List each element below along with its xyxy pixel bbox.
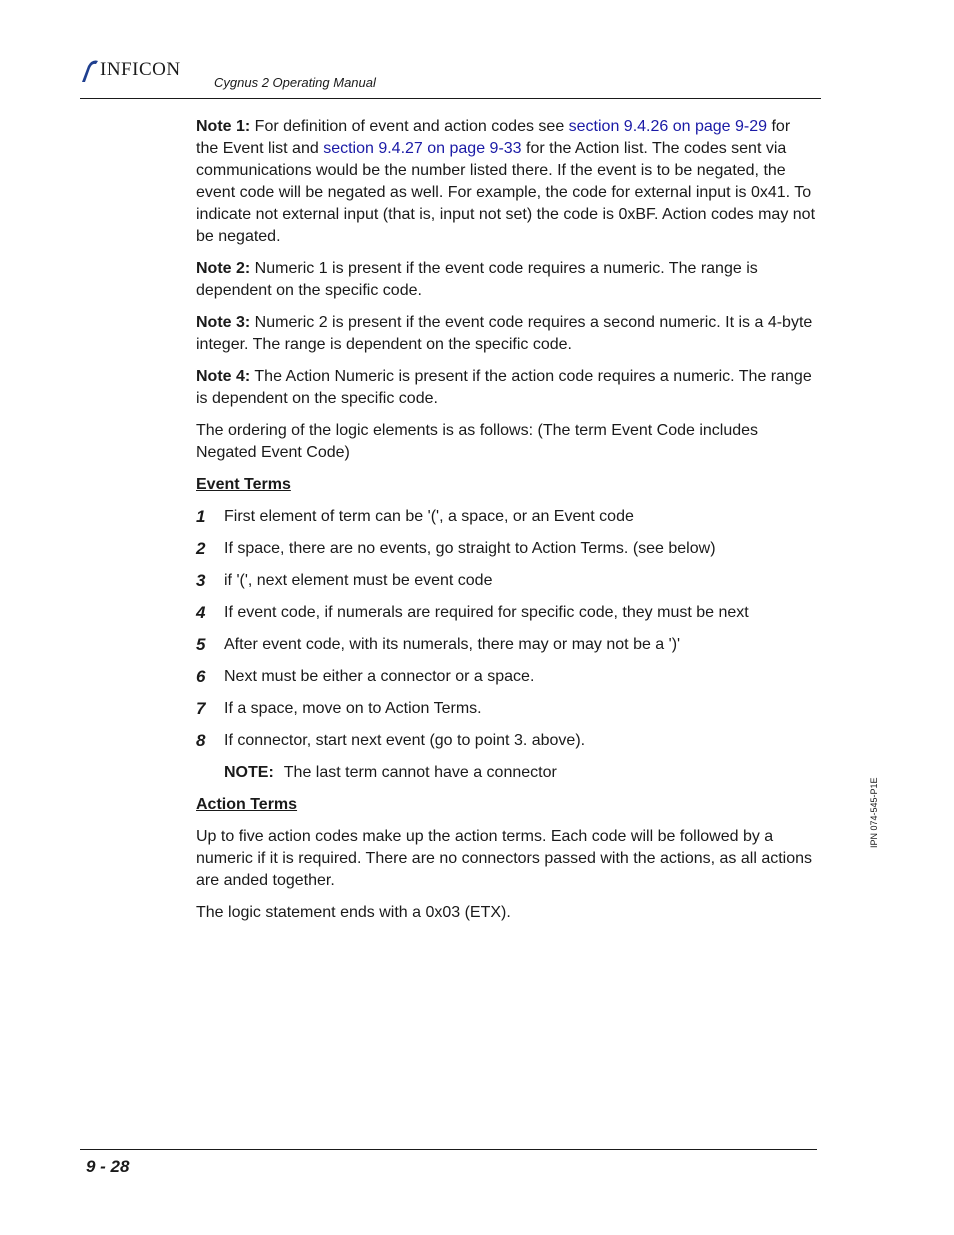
note-1 [196,116,816,248]
brand-name: INFICON [100,59,181,80]
inficon-logo-mark-icon [80,58,100,84]
note-3 [196,312,816,356]
step-item [196,666,816,688]
footer-divider [80,1149,817,1150]
note-text: Numeric 2 is present if the event code requires a second numeric. It is a 4-byte integer. The range is dependent on the specific code. [196,314,813,353]
step-text: If connector, start next event (go to point 3. above). [224,732,586,749]
step-text: if '(', next element must be event code [224,572,493,589]
note-label: Note 4: [196,368,251,385]
note-text: The Action Numeric is present if the action code requires a numeric. The range is dependent on the specific code. [196,368,812,407]
note-label: Note 1: [196,118,251,135]
step-item [196,730,816,752]
step-item [196,602,816,624]
step-number: 1 [196,507,206,526]
note-text: The last term cannot have a connector [283,764,557,781]
page-number: 9 - 28 [86,1157,130,1176]
step-number: 4 [196,603,206,622]
step-item [196,506,816,528]
ordering-intro: The ordering of the logic elements is as follows: (The term Event Code includes Negated Event Code) [196,422,759,461]
manual-title: Cygnus 2 Operating Manual [214,75,376,90]
note-4 [196,366,816,410]
note-2 [196,258,816,302]
event-terms-note [224,762,816,784]
step-text: After event code, with its numerals, there may or may not be a ')' [224,636,681,653]
action-terms-body: Up to five action codes make up the action terms. Each code will be followed by a numeric if it is required. There are no connectors passed with the actions, as all actions are anded together. [196,828,813,889]
action-terms-heading: Action Terms [196,796,298,813]
page-header [0,0,954,100]
note-text: for the Action list. The codes sent via communications would be the number listed there. If the event is to be negated, the event code will be negated as well. For example, the code for external input is 0x41. To indicate not external input (that is, input not set) the code is 0xBF. Action codes may not be negated. [196,140,816,245]
step-number: 5 [196,635,206,654]
note-text: Numeric 1 is present if the event code requires a numeric. The range is dependent on the specific code. [196,260,758,299]
step-text: If event code, if numerals are required for specific code, they must be next [224,604,749,621]
step-text: If space, there are no events, go straight to Action Terms. (see below) [224,540,716,557]
step-number: 3 [196,571,206,590]
header-divider [80,98,821,99]
note-text: For definition of event and action codes see [250,118,569,135]
event-terms-heading: Event Terms [196,476,291,493]
logic-statement-end: The logic statement ends with a 0x03 (ETX). [196,904,511,921]
step-item [196,698,816,720]
note-label: Note 3: [196,314,251,331]
step-item [196,538,816,560]
section-link[interactable]: section 9.4.27 on page 9-33 [323,140,522,157]
note-label: Note 2: [196,260,251,277]
note-label: NOTE: [224,764,274,781]
document-ipn: IPN 074-545-P1E [869,777,879,848]
step-text: If a space, move on to Action Terms. [224,700,482,717]
section-link[interactable]: section 9.4.26 on page 9-29 [568,118,768,135]
note-text: for the Event list and [196,118,791,157]
step-item [196,634,816,656]
page-body [196,116,816,934]
step-text: First element of term can be '(', a space, or an Event code [224,508,634,525]
step-item [196,570,816,592]
inficon-logo [80,58,200,84]
step-number: 6 [196,667,206,686]
step-number: 7 [196,699,206,718]
step-text: Next must be either a connector or a space. [224,668,535,685]
step-number: 8 [196,731,206,750]
step-number: 2 [196,539,206,558]
